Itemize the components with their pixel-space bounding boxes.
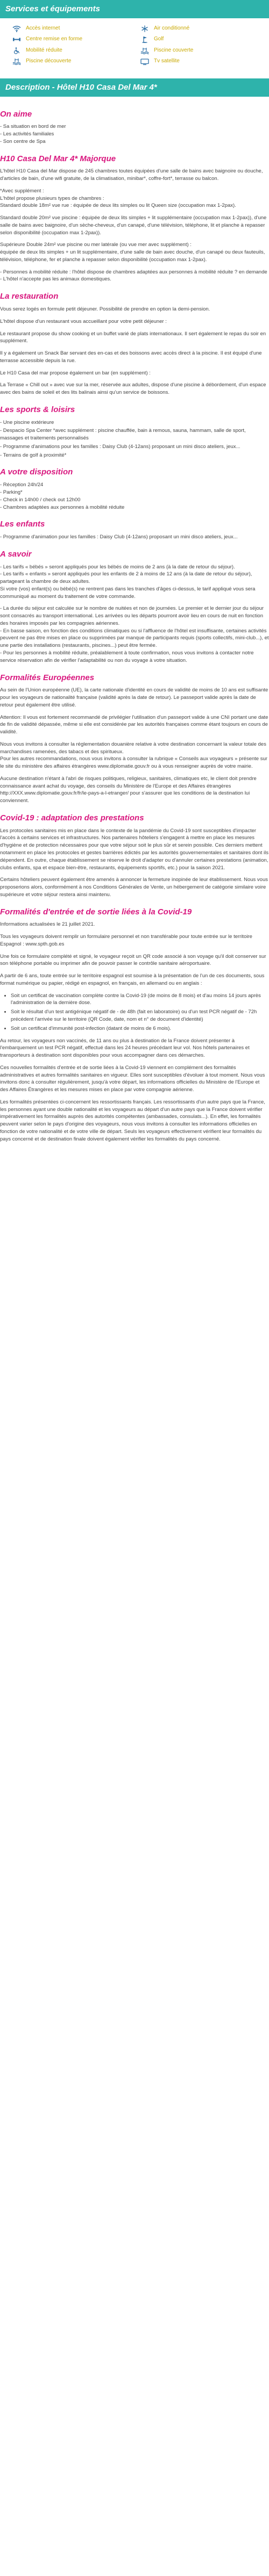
entree-paragraph: Ces nouvelles formalités d'entrée et de sortie liées à la Covid-19 viennent en complément des formalités administratives et autres formalités sanitaires en vigueur. Elles sont susceptibles d'évoluer à tout moment. Nous vous invitons donc à consulter régulièrement, jusqu'à votre départ, les informations officielles du Ministère de l'Europe et des Affaires Étrangères et les mesures mises en place par votre compagnie aérienne. — [0, 1064, 265, 1093]
savoir-text — [0, 564, 269, 665]
entree-text — [0, 921, 269, 1143]
formalites-paragraph: Aucune destination n'étant à l'abri de risques politiques, religieux, sanitaires, climatiques etc, le client doit prendre connaissance avant achat du voyage, des conseils du Ministère de l'Europe et des Affaires étrangères http://XXX.www.diplomatie.gouv.fr/fr/le-pays-a-l-etranger/ pour s'assurer que les conditions de la destination lui conviennent. — [0, 775, 257, 804]
list-item: • Soit un certificat d'immunité post-infection (datant de moins de 6 mois). — [11, 1025, 269, 1033]
golf-icon — [140, 36, 150, 44]
dumbbell-icon — [12, 36, 22, 44]
entree-paragraph: Les formalités présentées ci-concernent les ressortissants français. Les ressortissants d'un autre pays que la France, les personnes ayant une double nationalité et les voyageurs au départ d'un autre pays que la France doivent vérifier impérativement les formalités auprès des autorités compétentes (ambassades, consulats...). En effet, les formalités peuvent varier selon le pays d'origine des voyageurs, nous vous invitons à consulter les informations officielles en fonction de votre nationalité et de votre ville de départ. Seuls les voyageurs effectivement vérifient leur formalités du pays concerné et de destination finale doivent également vérifier les formalités du pays concerné. — [0, 1099, 265, 1142]
sports-line: - Terrains de golf à proximité* — [0, 452, 67, 458]
restauration-paragraph: Il y a également un Snack Bar servant des en-cas et des boissons avec accès direct à la piscine. Il est équipé d'une terrasse accessible depuis la rue. — [0, 350, 262, 364]
service-label: Tv satellite — [154, 58, 180, 64]
restauration-paragraph: Le H10 Casa del mar propose également un bar (en supplément) : — [0, 370, 151, 376]
entree-paragraph: Tous les voyageurs doivent remplir un formulaire personnel et non transférable pour toute entrée sur le territoire Espagnol : www.spth.gob.es — [0, 934, 252, 947]
formalites-text — [0, 687, 269, 805]
covid-paragraph: Certains hôteliers peuvent également être amenés à annoncer la fermeture inopinée de leur établissement. Nous vous proposerions alors, conformément à nos Conditions Générales de Vente, un hébergement de catégorie similaire voire supérieure et votre séjour restera ainsi maintenu. — [0, 877, 268, 898]
entree-title: Formalités d'entrée et de sortie liées à la Covid-19 — [0, 907, 192, 917]
service-item — [12, 47, 129, 55]
hotel-paragraph: L'hôtel H10 Casa del Mar dispose de 245 chambres toutes équipées d'une salle de bains avec baignoire ou douche, d'articles de bain, d'une wifi gratuite, de la climatisation, minibar*, coffre-fort*, terrasse ou balcon. — [0, 168, 263, 182]
restauration-title: La restauration — [0, 292, 59, 301]
formalites-paragraph: Nous vous invitons à consulter la réglementation douanière relative à votre destination concernant la valeur totale des marchandises ramenées, des tabacs et des spiritueux. Pour les autres recommandations, nous vous invitons à consulter la rubrique « Conseils aux voyageurs » présente sur le site du ministère des affaires étrangères www.diplomatie.gouv.fr ou à vous renseigner auprès de votre mairie. — [0, 741, 267, 770]
savoir-title: A savoir — [0, 549, 32, 559]
service-item — [140, 35, 257, 44]
services-section — [0, 0, 269, 71]
sports-title: Les sports & loisirs — [0, 405, 75, 414]
covid-paragraph: Les protocoles sanitaires mis en place dans le contexte de la pandémie du Covid-19 sont susceptibles d'impacter l'accès à certains services et infrastructures. Nos partenaires hôteliers s'engagent à mettre en place les mesures d'hygiène et de protection nécessaires pour que votre séjour soit le plus sûr et serein possible. Ces derniers mettent notamment en place les protocoles et gestes barrières édictés par les autorités gouvernementales et sanitaires dont ils dépendent. En outre, chaque établissement se réserve le droit d'adapter ou d'annuler certaines prestations (animation, clubs enfants, spa et espace bien-être, restaurants, équipements sportifs, etc.) pour la saison 2021. — [0, 827, 269, 871]
disposition-line: - Parking* — [0, 489, 23, 495]
restauration-paragraph: L'hôtel dispose d'un restaurant vous accueillant pour votre petit déjeuner : — [0, 318, 167, 324]
formalites-paragraph: Au sein de l'Union européenne (UE), la carte nationale d'identité en cours de validité de moins de 10 ans est suffisante pour les voyageurs de nationalité française (validité après la date de retour). Le passeport valide après la date de retour peut également être utilisé. — [0, 687, 268, 708]
disposition-list — [0, 481, 269, 511]
service-item — [140, 25, 257, 33]
service-item — [12, 57, 129, 66]
sports-list — [0, 419, 269, 459]
service-label: Golf — [154, 36, 164, 42]
service-item — [140, 47, 257, 55]
restauration-paragraph: Le restaurant propose du show cooking et un buffet varié de plats internationaux. Il sert également le repas du soir en supplément. — [0, 330, 266, 344]
hotel-title: H10 Casa Del Mar 4* Majorque — [0, 154, 116, 163]
hotel-paragraph: Supérieure Double 24m² vue piscine ou mer latérale (ou vue mer avec supplément) : équipée de deux lits simples + un lit supplémentaire, d'une salle de bain avec douche, d'un canapé ou deux fauteuils, télévision, téléphone, fer et planche à repasser selon disponibilité (occupation max 1-2pax). — [0, 242, 265, 263]
entree-paragraph: Informations actualisées le 21 juillet 2021. — [0, 921, 95, 928]
entree-bullets — [0, 992, 269, 1033]
on-aime-line: - Sa situation en bord de mer — [0, 124, 66, 130]
list-item: • Soit un certificat de vaccination complète contre la Covid-19 (de moins de 8 mois) et d'au moins 14 jours après l'administration de la dernière dose. — [11, 992, 269, 1007]
hotel-paragraph: - Personnes à mobilité réduite : l'hôtel dispose de chambres adaptées aux personnes à mobilité réduite ? en demande - L'hôtel n'accepte pas les animaux domestiques. — [0, 269, 267, 283]
hotel-paragraph: Standard double 20m² vue piscine : équipée de deux lits simples + lit supplémentaire (occupation max 1-2pax)), d'une salle de bains avec baignoire, d'un sèche-cheveux, d'un canapé, d'une télévision, téléphone, lit et planche à repasser selon disponibilité (occupation max 1-2pax)). — [0, 215, 267, 236]
covid-text — [0, 827, 269, 899]
pool-icon — [12, 58, 22, 66]
enfants-title: Les enfants — [0, 519, 45, 529]
restauration-paragraph: Vous serez logés en formule petit déjeuner. Possibilité de prendre en option la demi-pension. — [0, 306, 210, 312]
restauration-text — [0, 306, 269, 396]
covid-title: Covid-19 : adaptation des prestations — [0, 813, 144, 822]
disposition-line: - Check in 14h00 / check out 12h00 — [0, 496, 81, 503]
savoir-paragraph: - La durée du séjour est calculée sur le nombre de nuitées et non de journées. Le premier et le dernier jour du séjour sont consacrés au transport international. Les arrivées ou les départs pourront avoir lieu en cours de nuit en fonction des horaires imposés par les compagnies aériennes. - En basse saison, en fonction des conditions climatiques ou si l'affluence de l'hôtel est insuffisante, certaines activités peuvent ne pas être mises en place ou supprimées par manque de participants requis (sports collectifs, mini-club...), et une partie des installations (restaurants, piscines...) peut être fermée. - Pour les personnes à mobilité réduite, préalablement à toute confirmation, nous vous invitons à contacter notre service réservation afin de vérifier l'adaptabilité ou non du voyage à votre situation. — [0, 605, 269, 663]
pool-icon — [140, 47, 150, 54]
sports-line: - Programme d'animations pour les familles : Daisy Club (4-12ans) proposant un mini disco ateliers, jeux... — [0, 443, 240, 450]
service-item — [12, 35, 129, 44]
service-item — [140, 57, 257, 66]
service-label: Mobilité réduite — [26, 47, 62, 53]
restauration-paragraph: La Terrase « Chill out » avec vue sur la mer, réservée aux adultes, dispose d'une piscine à débordement, d'un espace avec des bains de soleil et des lits balinais ainsi qu'un service de boissons. — [0, 382, 266, 396]
hotel-paragraph: *Avec supplément : L'hôtel propose plusieurs types de chambres : Standard double 18m² vue rue : équipée de deux lits simples ou lit Queen size (occupation max 1-2pax). — [0, 187, 236, 209]
on-aime-title: On aime — [0, 109, 32, 119]
on-aime-list — [0, 123, 269, 145]
savoir-paragraph: - Les tarifs « bébés » seront appliqués pour les bébés de moins de 2 ans (à la date de retour du séjour). - Les tarifs « enfants » seront appliqués pour les enfants de 2 à moins de 12 ans (à la date de retour du séjour), partageant la chambre de deux adultes. Si votre (vos) enfant(s) ou bébé(s) ne rentrent pas dans les tranches d'âges ci-dessus, le tarif appliqué vous sera communiqué au moment du traitement de votre commande. — [0, 564, 256, 600]
on-aime-line: - Son centre de Spa — [0, 138, 46, 145]
entree-paragraph: Une fois ce formulaire complété et signé, le voyageur reçoit un QR code associé à son voyage qu'il doit conserver sur son téléphone portable ou imprimer afin de pouvoir passer le contrôle sanitaire aéroportuaire. — [0, 953, 266, 967]
formalites-title: Formalités Européennes — [0, 673, 95, 682]
service-label: Piscine couverte — [154, 47, 194, 53]
wheelchair-icon — [12, 47, 22, 54]
hotel-text — [0, 168, 269, 283]
wifi-icon — [12, 25, 22, 32]
service-label: Air conditionné — [154, 25, 190, 31]
service-label: Centre remise en forme — [26, 36, 83, 42]
formalites-paragraph: Attention: Il vous est fortement recommandé de privilégier l'utilisation d'un passeport valide à une CNI portant une date de fin de validité dépassée, même si elle est considérée par les autorités françaises comme étant toujours en cours de validité. — [0, 714, 268, 735]
description-section — [0, 78, 269, 1159]
on-aime-line: - Les activités familiales — [0, 131, 54, 138]
list-item: • Soit le résultat d'un test antigénique négatif de - de 48h (fait en laboratoire) ou d'un test PCR négatif de - 72h précédent l'arrivée sur le territoire (QR Code, date, nom et n° de document d'identité) — [11, 1008, 269, 1023]
disposition-line: - Réception 24h/24 — [0, 482, 44, 488]
disposition-title: A votre disposition — [0, 467, 73, 477]
sports-line: - Despacio Spa Center *avec supplément : piscine chauffée, bain à remous, sauna, hammam, salle de sport, massages et traitements personnalisés — [0, 428, 246, 442]
entree-paragraph: A partir de 6 ans, toute entrée sur le territoire espagnol est soumise à la présentation de l'un de ces documents, sous format numérique ou papier, rédigé en espagnol, en français, en allemand ou en anglais : — [0, 973, 265, 986]
service-label: Accès internet — [26, 25, 60, 31]
sports-line: - Une piscine extérieure — [0, 419, 54, 425]
enfants-line: - Programme d'animation pour les familles : Daisy Club (4-12ans) proposant un mini disco ateliers, jeux... — [0, 534, 238, 540]
entree-paragraph: Au retour, les voyageurs non vaccinés, de 11 ans ou plus à destination de la France doivent présenter à l'embarquement un test PCR négatif, effectué dans les 24 heures précédant leur vol. Nos hôtels partenaires et transporteurs à destination sont disponibles pour vous accompagner dans ces démarches. — [0, 1037, 250, 1059]
services-title: Services et équipements — [0, 0, 269, 18]
description-title: Description - Hôtel H10 Casa Del Mar 4* — [0, 78, 269, 97]
service-item — [12, 25, 129, 33]
service-label: Piscine découverte — [26, 58, 72, 64]
tv-icon — [140, 58, 150, 66]
description-body — [0, 97, 269, 1159]
snowflake-icon — [140, 25, 150, 32]
services-grid — [0, 18, 269, 71]
disposition-line: - Chambres adaptées aux personnes à mobilité réduite — [0, 504, 125, 510]
